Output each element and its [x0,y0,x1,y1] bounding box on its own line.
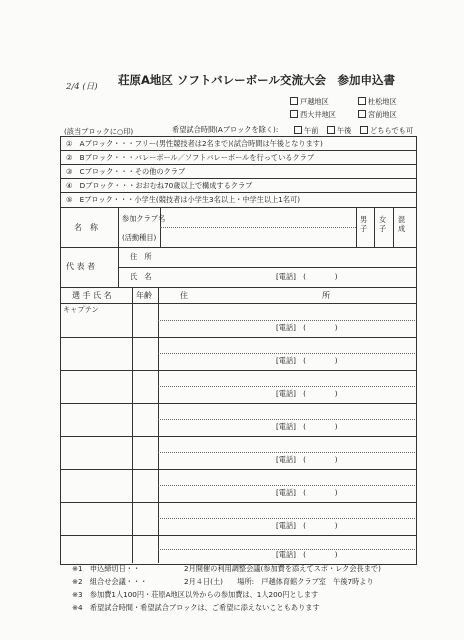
block-row-d[interactable]: ④ Dブロック・・・おおむね70歳以上で構成するクラブ [66,181,253,190]
note-1-text: 2月開催の利用調整会議(参加費を添えてスポ・レク会長まで) [184,564,381,573]
district-option-1[interactable]: 杜松地区 [358,97,397,105]
rep-name-field[interactable] [162,270,272,285]
header-age: 年齢 [136,291,152,300]
representative-label: 代 表 者 [66,262,96,271]
captain-label: キャプテン [63,305,99,314]
player-phone[interactable]: [電話] ( ) [276,521,338,530]
time-option-0[interactable]: 午前 [294,126,318,134]
checkbox-icon [290,97,298,105]
checkbox-icon [327,126,335,134]
player-phone[interactable]: [電話] ( ) [276,323,338,332]
player-phone[interactable]: [電話] ( ) [276,455,338,464]
checkbox-icon [358,97,366,105]
page-title: 荘原A地区 ソフトバレーボール交流大会 参加申込書 [118,73,395,87]
player-phone[interactable]: [電話] ( ) [276,389,338,398]
block-row-c[interactable]: ③ Cブロック・・・その他のクラブ [66,167,186,176]
note-2: ※2 組合せ会議・・・ [72,577,148,586]
checkbox-icon [358,110,366,118]
block-row-a[interactable]: ① Aブロック・・・フリー(男性競技者は2名まで)(試合時間は午後となります) [66,139,323,148]
player-phone[interactable]: [電話] ( ) [276,422,338,431]
player-phone[interactable]: [電話] ( ) [276,550,338,559]
event-field[interactable] [162,229,354,244]
rep-address-label: 住 所 [130,252,152,261]
name-label: 名 称 [74,223,98,232]
rep-phone[interactable]: [電話] ( ) [276,272,338,281]
checkbox-icon [360,126,368,134]
time-option-1[interactable]: 午後 [327,126,351,134]
header-address-2: 所 [322,291,330,300]
player-phone[interactable]: [電話] ( ) [276,488,338,497]
header-player-name: 選 手 氏 名 [72,291,112,300]
note-2-text: 2月４日(土) 場所: 戸越体育館クラブ室 午後7時より [184,577,374,586]
gender-male[interactable]: 男子 [360,215,368,233]
player-phone[interactable]: [電話] ( ) [276,356,338,365]
checkbox-icon [294,126,302,134]
event-label: (活動種目) [122,233,157,242]
checkbox-icon [290,110,298,118]
rep-name-label: 氏 名 [130,272,152,281]
header-address-1: 住 [180,291,188,300]
rep-address-field[interactable] [162,250,412,265]
note-1: ※1 申込締切日・・ [72,564,141,573]
block-row-e[interactable]: ⑤ Eブロック・・・小学生(競技者は小学生3名以上・中学生以上1名可) [66,195,301,204]
club-name-field[interactable] [162,210,354,225]
district-option-0[interactable]: 戸越地区 [290,97,329,105]
block-row-b[interactable]: ② Bブロック・・・バレーボール／ソフトバレーボールを行っているクラブ [66,153,315,162]
block-note: (該当ブロックに○印) [64,127,134,136]
gender-female[interactable]: 女子 [379,215,387,233]
district-option-3[interactable]: 宮前地区 [358,110,397,118]
handwritten-date: 2/4 (日) [66,82,98,92]
note-4: ※4 希望試合時間・希望試合ブロックは、ご希望に添えないこともあります [72,603,320,612]
district-option-2[interactable]: 西大井地区 [290,110,336,118]
club-name-label: 参加クラブ名 [122,214,166,223]
note-3: ※3 参加費1人100円・荘原A地区以外からの参加費は、1人200円とします [72,590,319,599]
time-pref-label: 希望試合時間(Aブロックを除く): [172,125,279,134]
gender-mixed[interactable]: 混成 [398,215,406,233]
time-option-2[interactable]: どちらでも可 [360,126,413,134]
